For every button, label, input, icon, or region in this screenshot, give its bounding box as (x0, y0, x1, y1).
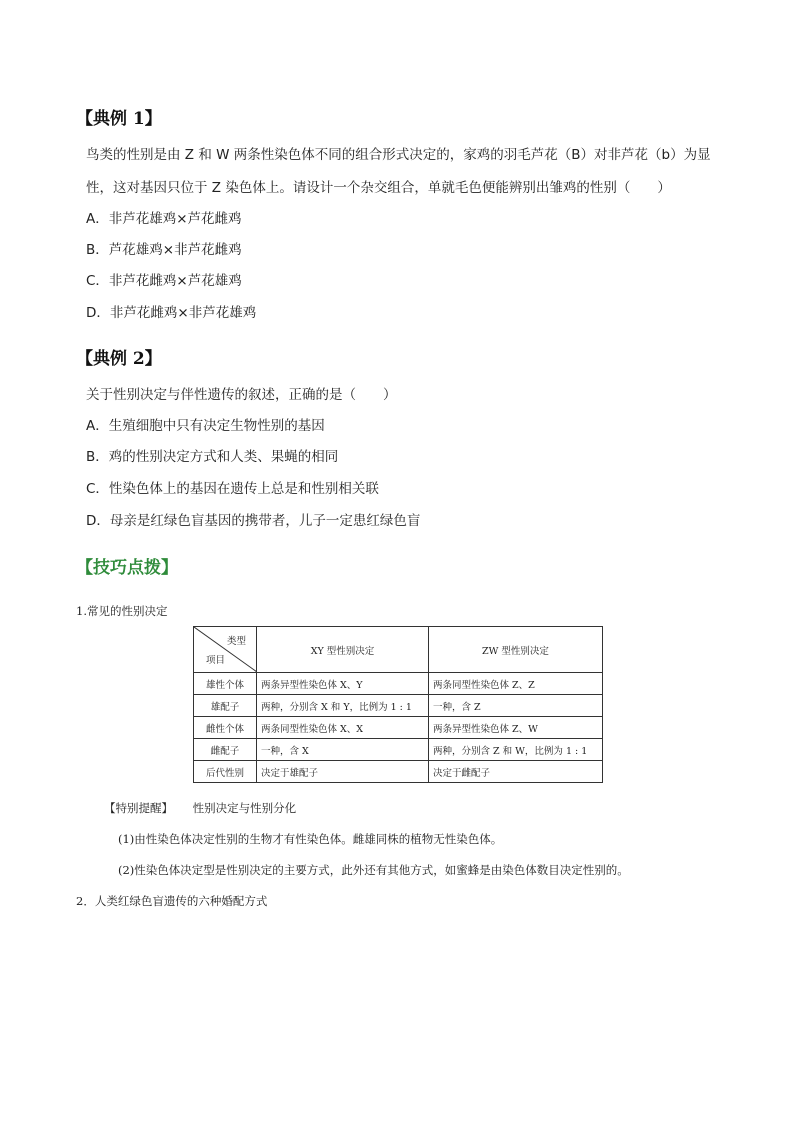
corner-item-label: 项目 (206, 655, 226, 666)
table-row (194, 695, 603, 717)
tips-item1-title: 1.常见的性别决定 (76, 604, 168, 618)
example2-option-c: C．性染色体上的基因在遗传上总是和性别相关联 (86, 481, 379, 497)
example1-option-c: C．非芦花雌鸡×芦花雄鸡 (86, 273, 242, 289)
table-cell-item: 雌配子 (194, 739, 257, 761)
table-cell-zw: 两种，分别含 Z 和 W，比例为 1 : 1 (429, 739, 603, 761)
table-row (194, 739, 603, 761)
example1-heading: 【典例 1】 (76, 109, 162, 129)
corner-diagonal-line (194, 627, 257, 672)
table-cell-item: 雄性个体 (194, 673, 257, 695)
table-header-zw: ZW 型性别决定 (429, 627, 603, 673)
example2-option-d: D．母亲是红绿色盲基因的携带者，儿子一定患红绿色盲 (86, 513, 421, 529)
table-cell-xy: 两种，分别含 X 和 Y，比例为 1 : 1 (257, 695, 429, 717)
example1-option-b: B．芦花雄鸡×非芦花雌鸡 (86, 242, 242, 258)
table-cell-xy: 两条异型性染色体 X、Y (257, 673, 429, 695)
tips-heading: 【技巧点拨】 (76, 558, 178, 578)
table-header-row (194, 627, 603, 673)
table-header-xy: XY 型性别决定 (257, 627, 429, 673)
sex-determination-table (193, 626, 603, 783)
example1-stem-line2: 性，这对基因只位于 Z 染色体上。请设计一个杂交组合，单就毛色便能辨别出雏鸡的性别（ ） (86, 180, 671, 196)
example2-heading: 【典例 2】 (76, 349, 162, 369)
table-cell-xy: 一种，含 X (257, 739, 429, 761)
corner-type-label: 类型 (226, 636, 246, 647)
table-cell-zw: 决定于雌配子 (429, 761, 603, 783)
table-cell-zw: 两条同型性染色体 Z、Z (429, 673, 603, 695)
table-cell-zw: 两条异型性染色体 Z、W (429, 717, 603, 739)
example1-option-d: D．非芦花雌鸡×非芦花雄鸡 (86, 305, 257, 321)
special-reminder-title: 性别决定与性别分化 (192, 801, 297, 815)
special-reminder-label: 【特别提醒】 (104, 801, 173, 815)
table-cell-item: 后代性别 (194, 761, 257, 783)
example2-stem: 关于性别决定与伴性遗传的叙述，正确的是（ ） (86, 387, 397, 403)
table-row (194, 673, 603, 695)
table-cell-zw: 一种，含 Z (429, 695, 603, 717)
table-row (194, 717, 603, 739)
special-reminder (104, 800, 296, 816)
table-corner-cell (194, 627, 257, 673)
reminder-note-1: (1)由性染色体决定性别的生物才有性染色体。雌雄同株的植物无性染色体。 (118, 832, 503, 846)
table-cell-item: 雄配子 (194, 695, 257, 717)
example1-option-a: A．非芦花雄鸡×芦花雌鸡 (86, 211, 242, 227)
example2-option-a: A．生殖细胞中只有决定生物性别的基因 (86, 418, 325, 434)
table-cell-xy: 决定于雄配子 (257, 761, 429, 783)
table-cell-xy: 两条同型性染色体 X、X (257, 717, 429, 739)
example2-option-b: B．鸡的性别决定方式和人类、果蝇的相同 (86, 449, 339, 465)
table-cell-item: 雌性个体 (194, 717, 257, 739)
tips-item2-title: 2．人类红绿色盲遗传的六种婚配方式 (76, 894, 268, 908)
table-row (194, 761, 603, 783)
example1-stem-line1: 鸟类的性别是由 Z 和 W 两条性染色体不同的组合形式决定的，家鸡的羽毛芦花（B）对非芦花（b）为显 (86, 147, 711, 163)
reminder-note-2: (2)性染色体决定型是性别决定的主要方式，此外还有其他方式，如蜜蜂是由染色体数目决定性别的。 (118, 863, 629, 877)
